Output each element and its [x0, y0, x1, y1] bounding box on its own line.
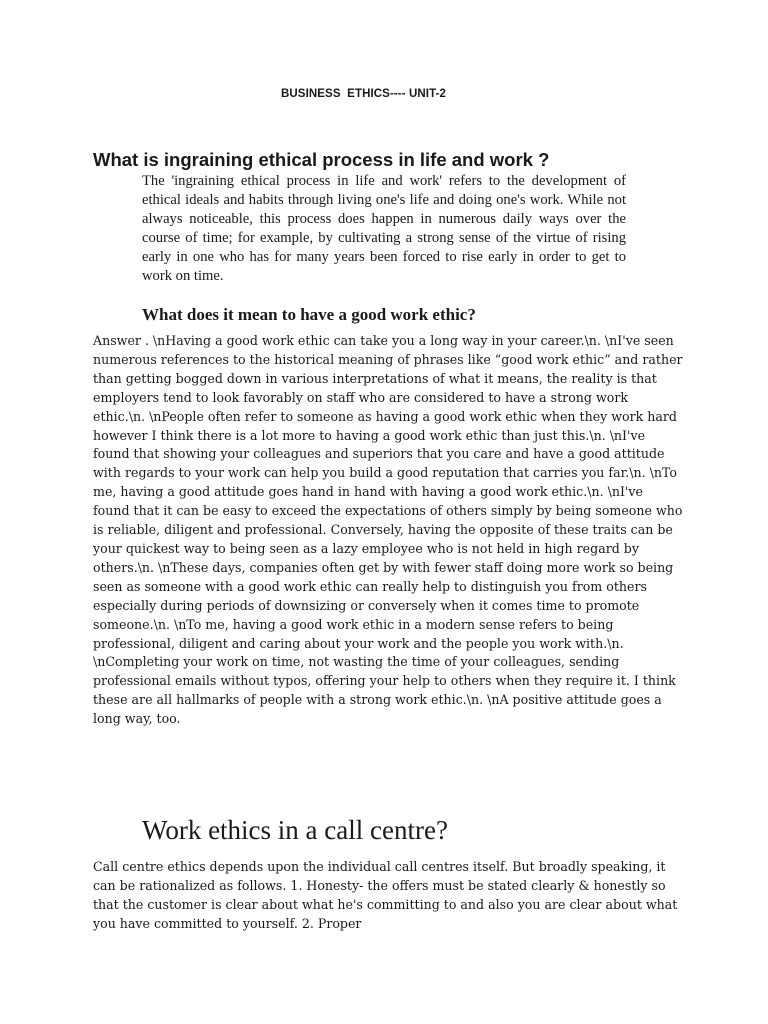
- document-title: BUSINESS ETHICS---- UNIT-2: [281, 88, 446, 100]
- section-body-ingraining-ethics: The 'ingraining ethical process in life and work' refers to the development of ethical ideals and habits through living one's life and doing one's work. While not always noticeable, this process does happen in numerous daily ways over the course of time; for example, by cultivating a strong sense of the virtue of rising early in one who has for many years been forced to rise early in order to get to work on time.: [142, 173, 626, 284]
- section-body-good-work-ethic: Answer . \nHaving a good work ethic can take you a long way in your career.\n. \nI've seen numerous references to the historical meaning of phrases like “good work ethic” and rather than getting bogged down in various interpretations of what it means, the reality is that employers tend to look favorably on staff who are considered to have a strong work ethic.\n. \nPeople often refer to someone as having a good work ethic when they work hard however I think there is a lot more to having a good work ethic than just this.\n. \nI've found that showing your colleagues and superiors that you care and have a good attitude with regards to your work can help you build a good reputation that carries you far.\n. \nTo me, having a good attitude goes hand in hand with having a good work ethic.\n. \nI've found that it can be easy to exceed the expectations of others simply by being someone who is reliable, diligent and professional. Conversely, having the opposite of these traits can be your quickest way to being seen as a lazy employee who is not held in high regard by others.\n. \nThese days, companies often get by with fewer staff doing more work so being seen as someone with a good work ethic can really help to distinguish you from others especially during periods of downsizing or conversely when it comes time to promote someone.\n. \nTo me, having a good work ethic in a modern sense refers to being professional, diligent and caring about your work and the people you work with.\n. \nCompleting your work on time, not wasting the time of your colleagues, sending professional emails without typos, offering your help to others when they require it. I think these are all hallmarks of people with a strong work ethic.\n. \nA positive attitude goes a long way, too.: [93, 333, 683, 727]
- section-heading-call-centre: Work ethics in a call centre?: [142, 815, 448, 845]
- section-body-call-centre: Call centre ethics depends upon the individual call centres itself. But broadly speaking, it can be rationalized as follows. 1. Honesty- the offers must be stated clearly & honestly so that the customer is clear about what he's committing to and also you are clear about what you have committed to yourself. 2. Proper: [93, 859, 678, 931]
- section-heading-good-work-ethic: What does it mean to have a good work ethic?: [142, 305, 476, 324]
- section-heading-ingraining-ethics: What is ingraining ethical process in life and work ?: [93, 149, 550, 170]
